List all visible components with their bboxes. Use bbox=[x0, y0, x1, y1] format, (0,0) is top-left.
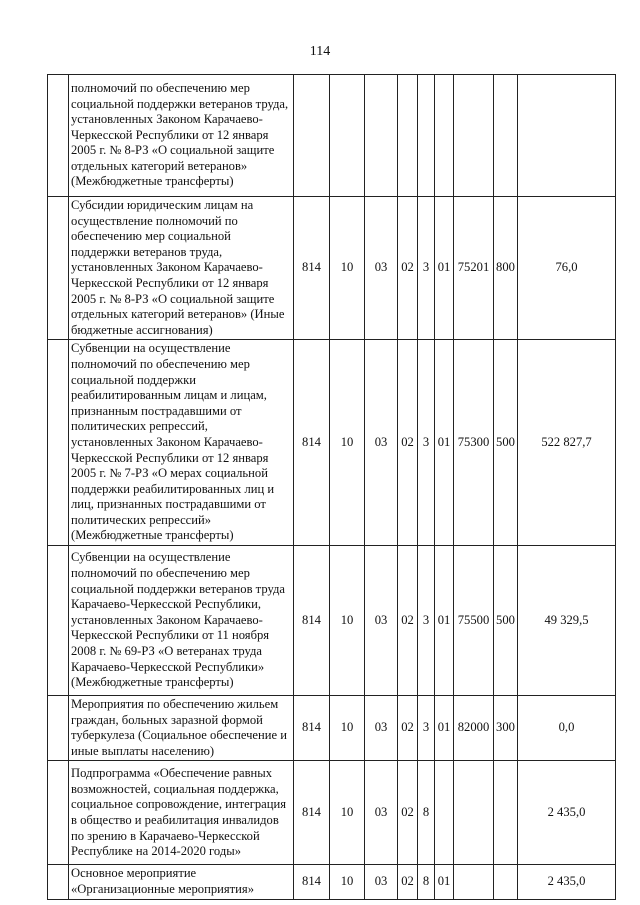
ministry-code: 814 bbox=[294, 761, 330, 865]
index-cell bbox=[48, 546, 69, 696]
direction-code bbox=[454, 865, 494, 899]
ministry-code: 814 bbox=[294, 340, 330, 546]
table-body bbox=[48, 75, 616, 900]
index-cell bbox=[48, 696, 69, 761]
direction-code: 75300 bbox=[454, 340, 494, 546]
table-row bbox=[48, 197, 616, 340]
section-code: 10 bbox=[330, 761, 365, 865]
event-code bbox=[435, 761, 454, 865]
direction-code: 82000 bbox=[454, 696, 494, 761]
ministry-code: 814 bbox=[294, 546, 330, 696]
expense-name: Субсидии юридическим лицам на осуществление полномочий по обеспечению мер социальной поддержки ветеранов труда, установленных Законом Карачаево-Черкесской Республики от 12 января 2005 г. № 8-РЗ «О социальной защите отдельных категорий ветеранов» (Иные бюджетные ассигнования) bbox=[69, 197, 294, 340]
event-code: 01 bbox=[435, 696, 454, 761]
amount: 522 827,7 bbox=[518, 340, 616, 546]
amount: 2 435,0 bbox=[518, 865, 616, 899]
program-code: 02 bbox=[398, 865, 418, 899]
section-code: 10 bbox=[330, 696, 365, 761]
ministry-code: 814 bbox=[294, 865, 330, 899]
amount: 2 435,0 bbox=[518, 761, 616, 865]
amount: 49 329,5 bbox=[518, 546, 616, 696]
expense-name: полномочий по обеспечению мер социальной поддержки ветеранов труда, установленных Законом Карачаево-Черкесской Республики от 12 января 2005 г. № 8-РЗ «О социальной защите отдельных категорий ветеранов» (Межбюджетные трансферты) bbox=[69, 75, 294, 197]
table-row bbox=[48, 761, 616, 865]
expense-name: Субвенции на осуществление полномочий по обеспечению мер социальной поддержки реабилитированным лицам и лицам, признанным пострадавшими от политических репрессий, установленных Законом Карачаево-Черкесской Республики от 12 января 2005 г. № 7-РЗ «О мерах социальной поддержки реабилитированных лиц и лиц, признанных пострадавшими от политических репрессий» (Межбюджетные трансферты) bbox=[69, 340, 294, 546]
direction-code bbox=[454, 761, 494, 865]
expense-name: Субвенции на осуществление полномочий по обеспечению мер социальной поддержки ветеранов труда Карачаево-Черкесской Республики, установленных Законом Карачаево-Черкесской Республики от 11 ноября 2008 г. № 69-РЗ «О ветеранах труда Карачаево-Черкесской Республики» (Межбюджетные трансферты) bbox=[69, 546, 294, 696]
ministry-code: 814 bbox=[294, 696, 330, 761]
table-row bbox=[48, 75, 616, 197]
program-code: 02 bbox=[398, 340, 418, 546]
ministry-code: 814 bbox=[294, 197, 330, 340]
event-code: 01 bbox=[435, 197, 454, 340]
index-cell bbox=[48, 75, 69, 197]
subprogram-code: 8 bbox=[418, 865, 435, 899]
program-code: 02 bbox=[398, 696, 418, 761]
direction-code bbox=[454, 75, 494, 197]
expense-type-code: 500 bbox=[494, 546, 518, 696]
table-row bbox=[48, 340, 616, 546]
subsection-code: 03 bbox=[365, 546, 398, 696]
section-code bbox=[330, 75, 365, 197]
subprogram-code bbox=[418, 75, 435, 197]
program-code: 02 bbox=[398, 546, 418, 696]
program-code: 02 bbox=[398, 197, 418, 340]
amount: 0,0 bbox=[518, 696, 616, 761]
program-code bbox=[398, 75, 418, 197]
subprogram-code: 3 bbox=[418, 340, 435, 546]
expense-name: Основное мероприятие «Организационные мероприятия» bbox=[69, 865, 294, 899]
subprogram-code: 3 bbox=[418, 197, 435, 340]
amount: 76,0 bbox=[518, 197, 616, 340]
subprogram-code: 3 bbox=[418, 546, 435, 696]
index-cell bbox=[48, 197, 69, 340]
expense-type-code: 300 bbox=[494, 696, 518, 761]
subprogram-code: 8 bbox=[418, 761, 435, 865]
subsection-code bbox=[365, 75, 398, 197]
event-code bbox=[435, 75, 454, 197]
subsection-code: 03 bbox=[365, 761, 398, 865]
subsection-code: 03 bbox=[365, 340, 398, 546]
event-code: 01 bbox=[435, 546, 454, 696]
event-code: 01 bbox=[435, 340, 454, 546]
index-cell bbox=[48, 761, 69, 865]
section-code: 10 bbox=[330, 865, 365, 899]
subprogram-code: 3 bbox=[418, 696, 435, 761]
expense-type-code: 500 bbox=[494, 340, 518, 546]
table-row bbox=[48, 865, 616, 899]
page-number: 114 bbox=[309, 44, 331, 59]
table-row bbox=[48, 546, 616, 696]
subsection-code: 03 bbox=[365, 197, 398, 340]
section-code: 10 bbox=[330, 197, 365, 340]
section-code: 10 bbox=[330, 340, 365, 546]
expense-type-code bbox=[494, 761, 518, 865]
ministry-code bbox=[294, 75, 330, 197]
amount bbox=[518, 75, 616, 197]
subsection-code: 03 bbox=[365, 865, 398, 899]
expense-type-code bbox=[494, 865, 518, 899]
index-cell bbox=[48, 865, 69, 899]
table-row bbox=[48, 696, 616, 761]
expense-type-code bbox=[494, 75, 518, 197]
expense-name: Мероприятия по обеспечению жильем граждан, больных заразной формой туберкулеза (Социальное обеспечение и иные выплаты населению) bbox=[69, 696, 294, 761]
section-code: 10 bbox=[330, 546, 365, 696]
program-code: 02 bbox=[398, 761, 418, 865]
index-cell bbox=[48, 340, 69, 546]
expense-name: Подпрограмма «Обеспечение равных возможностей, социальная поддержка, социальное сопровождение, интеграция в общество и реабилитация инвалидов по зрению в Карачаево-Черкесской Республике на 2014-2020 годы» bbox=[69, 761, 294, 865]
event-code: 01 bbox=[435, 865, 454, 899]
direction-code: 75201 bbox=[454, 197, 494, 340]
direction-code: 75500 bbox=[454, 546, 494, 696]
budget-table bbox=[47, 74, 616, 900]
expense-type-code: 800 bbox=[494, 197, 518, 340]
subsection-code: 03 bbox=[365, 696, 398, 761]
